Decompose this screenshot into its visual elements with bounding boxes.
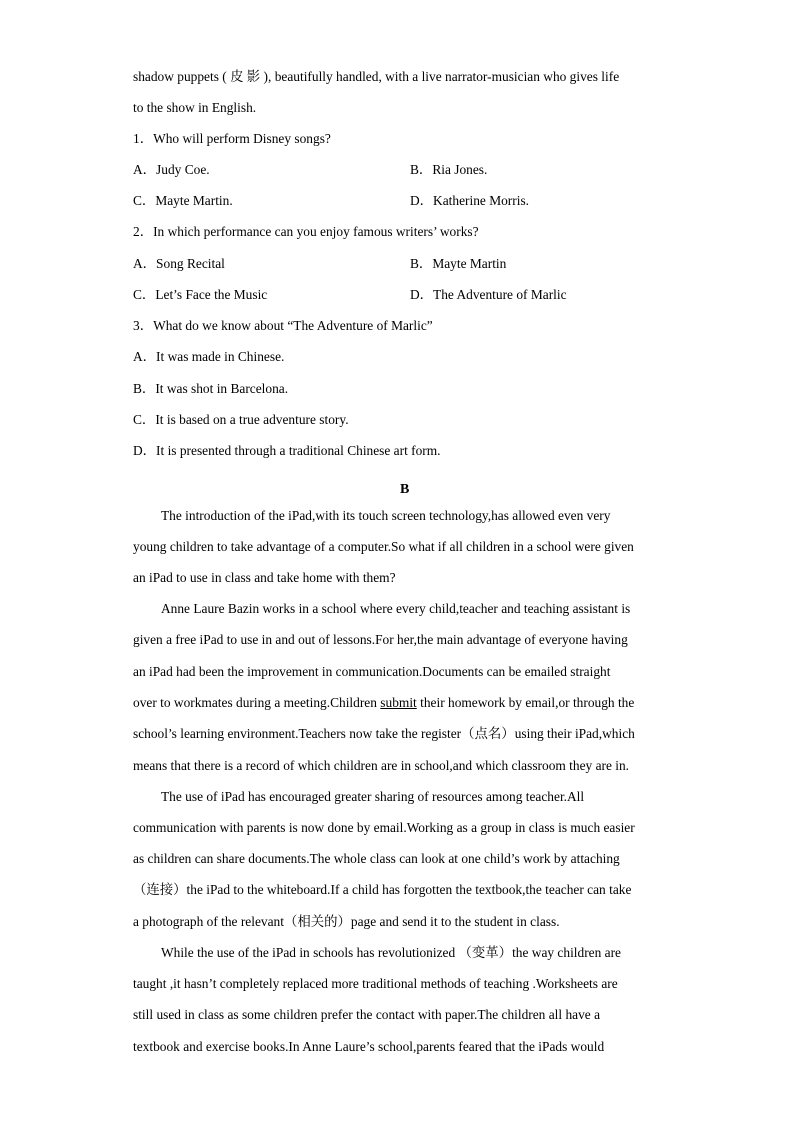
paragraph-line: an iPad had been the improvement in communication.Documents can be emailed straight	[133, 664, 611, 679]
paragraph-line: an iPad to use in class and take home with them?	[133, 570, 396, 585]
paragraph-line	[133, 694, 634, 712]
paragraph-line: Anne Laure Bazin works in a school where every child,teacher and teaching assistant is	[161, 601, 631, 616]
answer-option[interactable]: D．Katherine Morris.	[410, 193, 529, 208]
underlined-word: submit	[380, 695, 417, 710]
section-heading: B	[400, 482, 410, 497]
passage-a-line: to the show in English.	[133, 100, 257, 115]
question-stem: 2．In which performance can you enjoy famous writers’ works?	[133, 224, 479, 239]
answer-option[interactable]: A．Song Recital	[133, 256, 225, 271]
paragraph-line: While the use of the iPad in schools has revolutionized （变革）the way children are	[161, 945, 621, 960]
paragraph-line: still used in class as some children prefer the contact with paper.The children all have a	[133, 1007, 601, 1022]
text-span: over to workmates during a meeting.Children	[133, 695, 381, 710]
paragraph-line: （连接）the iPad to the whiteboard.If a child has forgotten the textbook,the teacher can take	[133, 882, 632, 897]
answer-option[interactable]: B．Mayte Martin	[410, 256, 507, 271]
text-span: their homework by email,or through the	[416, 695, 635, 710]
answer-option[interactable]: C．It is based on a true adventure story.	[133, 412, 349, 427]
answer-option[interactable]: A．It was made in Chinese.	[133, 349, 285, 364]
answer-option[interactable]: D．The Adventure of Marlic	[410, 287, 567, 302]
answer-option[interactable]: B．It was shot in Barcelona.	[133, 381, 289, 396]
paragraph-line: given a free iPad to use in and out of lessons.For her,the main advantage of everyone having	[133, 632, 628, 647]
answer-option[interactable]: C．Mayte Martin.	[133, 193, 233, 208]
answer-option[interactable]: C．Let’s Face the Music	[133, 287, 268, 302]
paragraph-line: The use of iPad has encouraged greater sharing of resources among teacher.All	[161, 789, 585, 804]
paragraph-line: The introduction of the iPad,with its touch screen technology,has allowed even very	[161, 508, 611, 523]
question-stem: 3．What do we know about “The Adventure of Marlic”	[133, 318, 433, 333]
paragraph-line: communication with parents is now done by email.Working as a group in class is much easier	[133, 820, 635, 835]
question-stem: 1．Who will perform Disney songs?	[133, 131, 331, 146]
paragraph-line: a photograph of the relevant（相关的）page and send it to the student in class.	[133, 914, 560, 929]
answer-option[interactable]: A．Judy Coe.	[133, 162, 210, 177]
answer-option[interactable]: D．It is presented through a traditional Chinese art form.	[133, 443, 441, 458]
paragraph-line: school’s learning environment.Teachers now take the register（点名）using their iPad,which	[133, 726, 635, 741]
paragraph-line: as children can share documents.The whole class can look at one child’s work by attaching	[133, 851, 620, 866]
paragraph-line: taught ,it hasn’t completely replaced more traditional methods of teaching .Worksheets are	[133, 976, 618, 991]
paragraph-line: means that there is a record of which children are in school,and which classroom they are in.	[133, 758, 630, 773]
answer-option[interactable]: B．Ria Jones.	[410, 162, 488, 177]
passage-a-line: shadow puppets ( 皮 影 ), beautifully handled, with a live narrator-musician who gives life	[133, 69, 620, 84]
paragraph-line: young children to take advantage of a computer.So what if all children in a school were given	[133, 539, 634, 554]
paragraph-line: textbook and exercise books.In Anne Laure’s school,parents feared that the iPads would	[133, 1039, 605, 1054]
